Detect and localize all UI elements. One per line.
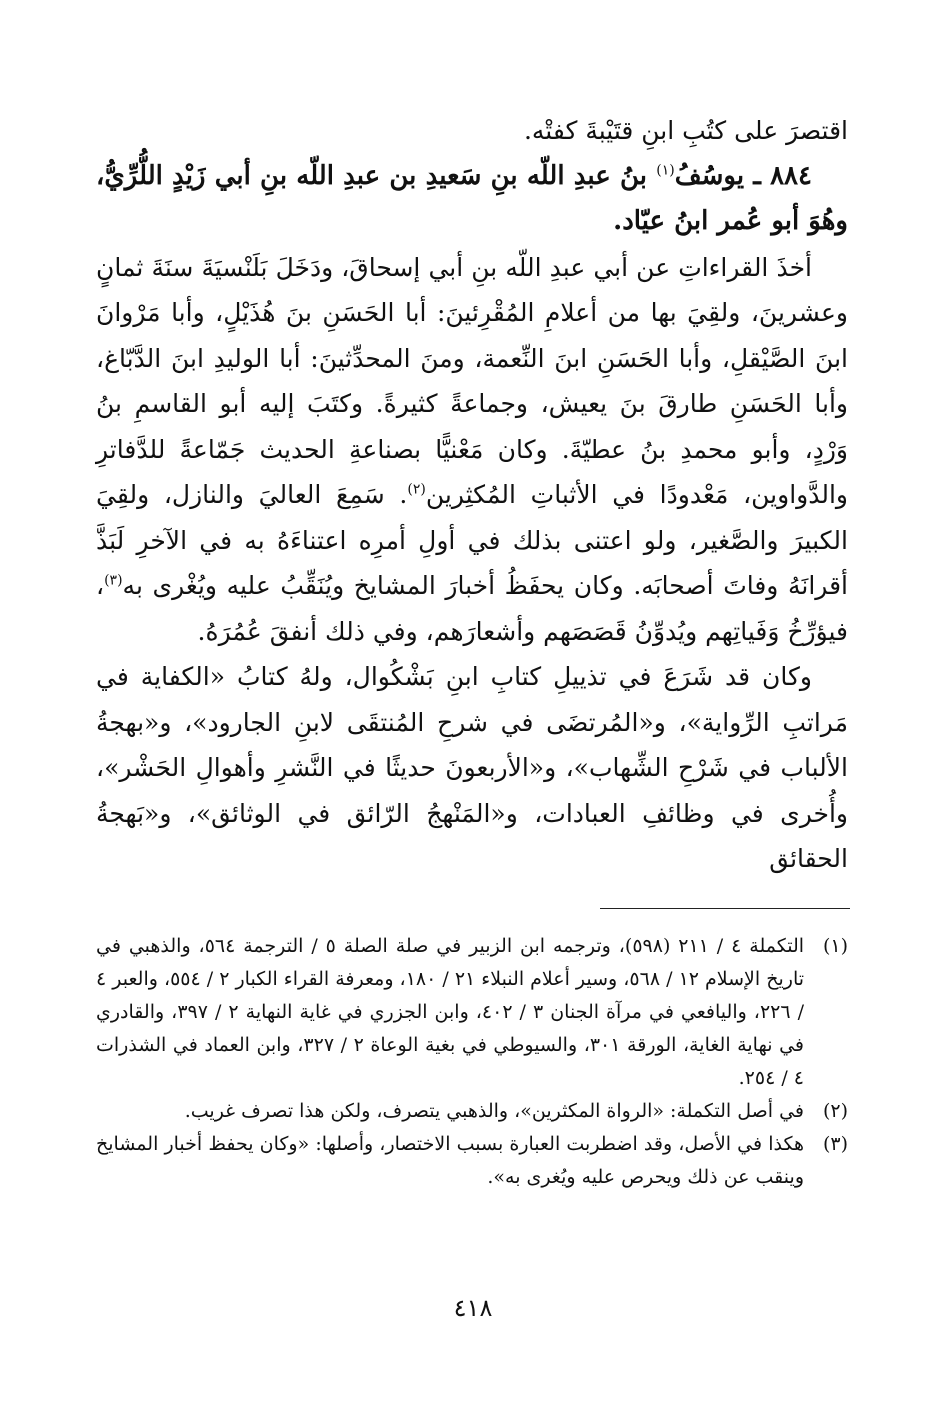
main-text-block bbox=[96, 108, 848, 882]
paragraph-1 bbox=[96, 245, 848, 655]
footnote-marker-3: (٣) bbox=[104, 572, 123, 589]
entry-name-rest: بنُ عبدِ اللّه بنِ سَعيدِ بن عبدِ اللّه بنِ أبي زَيْدٍ اللُّرِّيُّ، وهُوَ أبو عُمر ابنُ عيّاد. bbox=[96, 160, 848, 236]
footnote-number: (٣) bbox=[822, 1133, 848, 1155]
page-number: ٤١٨ bbox=[453, 1294, 493, 1322]
intro-line: اقتصرَ على كتُبِ ابنِ قتَيْبةَ كفتْه. bbox=[523, 116, 848, 145]
footnote-2 bbox=[96, 1095, 848, 1128]
body-text bbox=[96, 108, 848, 882]
footnote-text: هكذا في الأصل، وقد اضطربت العبارة بسبب الاختصار، وأصلها: «وكان يحفظ أخبار المشايخ وينقب عن ذلك ويحرص عليه ويُغرى به». bbox=[96, 1133, 804, 1188]
footnotes bbox=[96, 930, 848, 1194]
paragraph-2: وكان قد شَرَعَ في تذييلِ كتابِ ابنِ بَشْكُوال، ولهُ كتابُ «الكفاية في مَراتبِ الرِّواية»، و«المُرتضَى في شرحِ المُنتقَى لابنِ الجارود»، و«بهجةُ الألباب في شَرْحِ الشِّهاب»، و«الأربعونَ حديثًا في النَّشرِ وأهوالِ الحَشْر»، وأُخرى في وظائفِ العبادات، و«المَنْهجُ الرّائق في الوثائق»، و«بَهجةُ الحقائق bbox=[96, 662, 848, 873]
footnote-3 bbox=[96, 1128, 848, 1194]
entry-number-name: ٨٨٤ ـ يوسُفُ bbox=[674, 160, 812, 191]
entry-heading bbox=[96, 154, 848, 245]
paragraph-1-part-a: أخذَ القراءاتِ عن أبي عبدِ اللّه بنِ أبي إسحاقَ، ودَخَلَ بَلَنْسيَةَ سنَةَ ثمانٍ وعشرينَ، ولقِيَ بها من أعلامِ المُقْرِئينَ: أبا الحَسَنِ بنَ هُذَيْلٍ، وأبا مَرْوانَ ابنَ الصَّيْقلِ، وأبا الحَسَنِ ابنَ النِّعمة، ومنَ المحدِّثينَ: أبا الوليدِ ابنَ الدَّبّاغ، وأبا الحَسَنِ طارقَ بنَ يعيش، وجماعةً كثيرةً. وكتَبَ إليه أبو القاسمِ بنُ وَرْدٍ، وأبو محمدِ بنُ عطيّةَ. وكان مَعْنيًّا بصناعةِ الحديث جَمّاعةً للدَّفاترِ والدَّواوين، مَعْدودًا في الأثباتِ المُكثِرين bbox=[96, 252, 848, 509]
footnote-number: (٢) bbox=[822, 1100, 848, 1122]
footnote-text: في أصل التكملة: «الرواة المكثرين»، والذهبي يتصرف، ولكن هذا تصرف غريب. bbox=[184, 1100, 804, 1122]
footnote-text: التكملة ٤ / ٢١١ (٥٩٨)، وترجمه ابن الزبير في صلة الصلة ٥ / الترجمة ٥٦٤، والذهبي في تاريخ الإسلام ١٢ / ٥٦٨، وسير أعلام النبلاء ٢١ / ١٨٠، ومعرفة القراء الكبار ٢ / ٥٥٤، والعبر ٤ / ٢٢٦، واليافعي في مرآة الجنان ٣ / ٤٠٢، وابن الجزري في غاية النهاية ٢ / ٣٩٧، والقادري في نهاية الغاية، الورقة ٣٠١، والسيوطي في بغية الوعاة ٢ / ٣٢٧، وابن العماد في الشذرات ٤ / ٢٥٤. bbox=[96, 935, 805, 1089]
footnote-separator bbox=[600, 908, 850, 909]
paragraph-1-part-b: . سَمِعَ العاليَ والنازل، ولقِيَ الكبيرَ والصَّغير، ولو اعتنى بذلك في أولِ أمرِه اعتناءَهُ به في الآخرِ لَبَذَّ أقرانَهُ وفاتَ أصحابَه. وكان يحفَظُ أخبارَ المشايخ ويُنَقِّبُ عليه ويُغْرى به bbox=[96, 480, 848, 600]
paragraph-1-part-c: ، فيؤرِّخُ وَفَياتِهم ويُدوِّنُ قَصَصَهم وأشعارَهم، وفي ذلك أنفقَ عُمُرَهُ. bbox=[96, 571, 848, 646]
footnote-number: (١) bbox=[822, 935, 848, 957]
footnote-marker-1: (١) bbox=[656, 161, 675, 178]
footnote-1 bbox=[96, 930, 848, 1095]
footnote-marker-2: (٢) bbox=[407, 481, 426, 498]
